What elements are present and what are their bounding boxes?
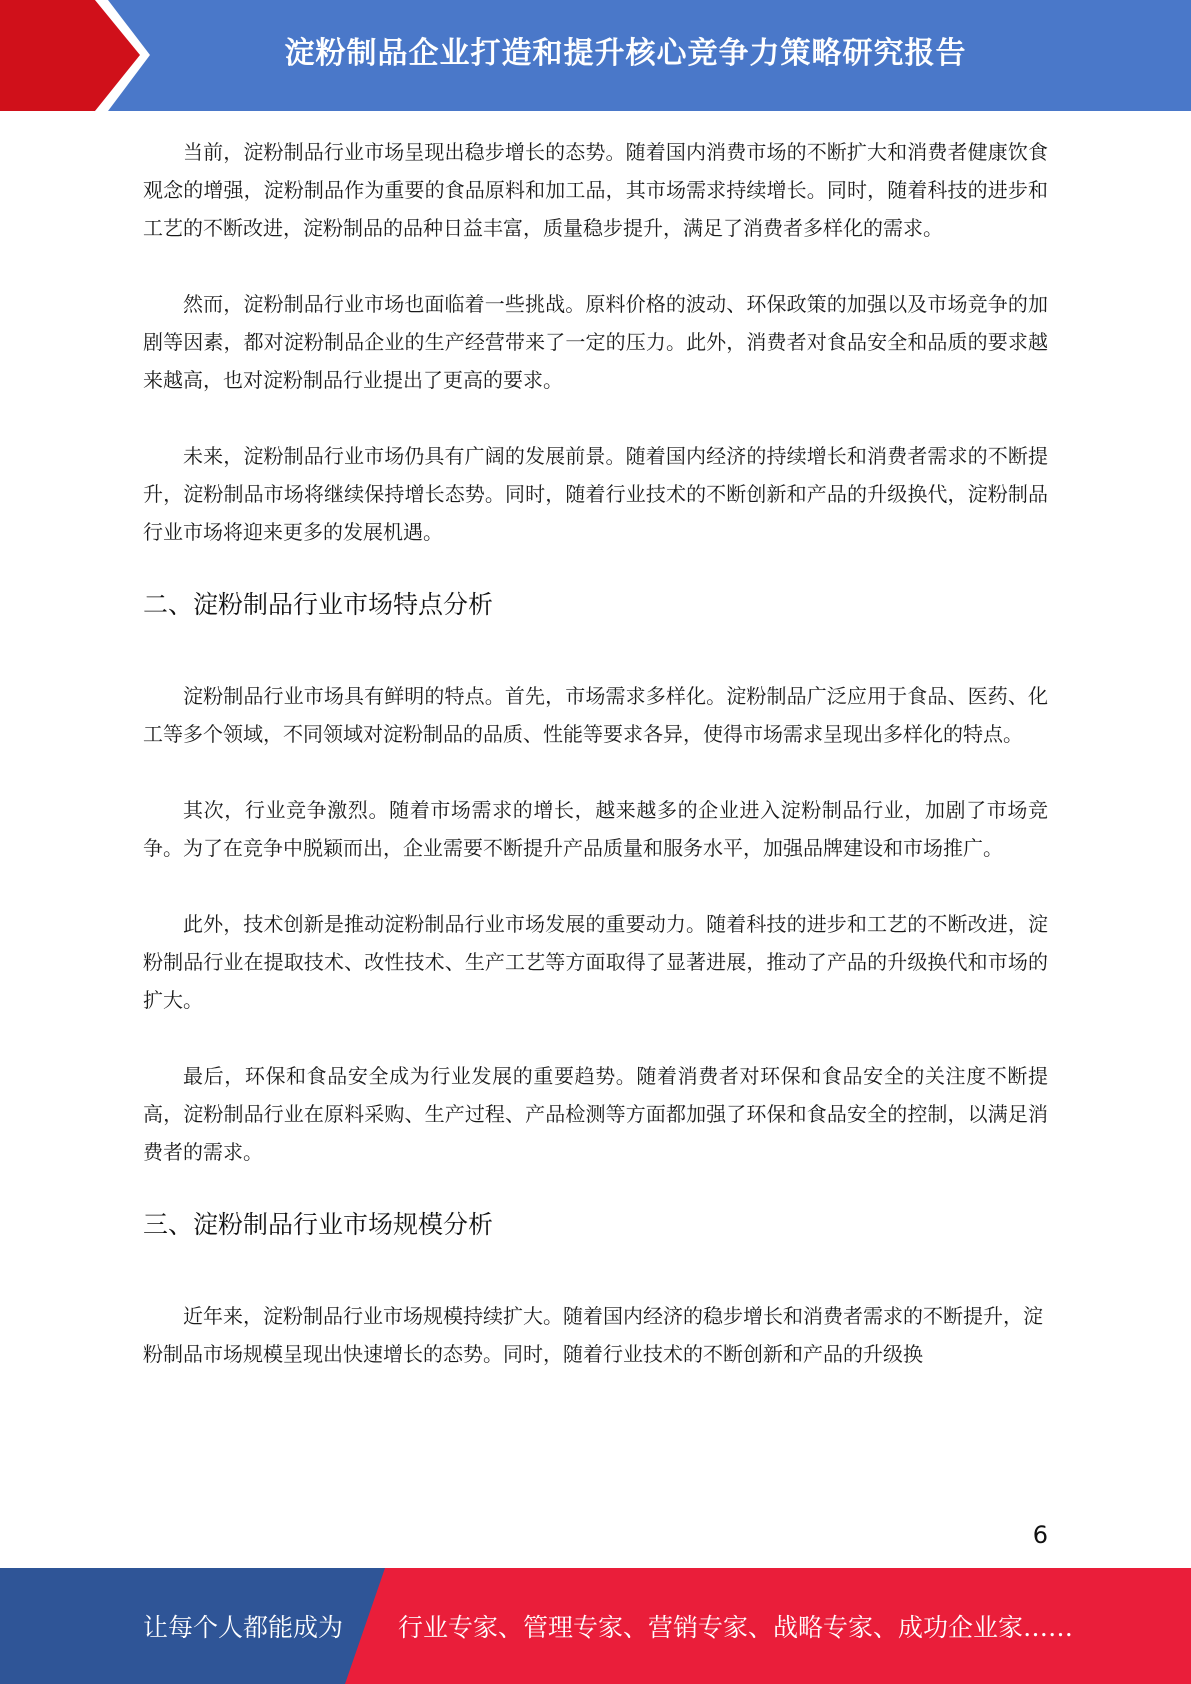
footer-slogan-right: 行业专家、管理专家、营销专家、战略专家、成功企业家…… — [398, 1613, 1074, 1642]
paragraph-demand-diversity: 淀粉制品行业市场具有鲜明的特点。首先，市场需求多样化。淀粉制品广泛应用于食品、医药、化工等多个领域，不同领域对淀粉制品的品质、性能等要求各异，使得市场需求呈现出多样化的特点。 — [143, 684, 1048, 746]
report-title: 淀粉制品企业打造和提升核心竞争力策略研究报告 — [284, 36, 967, 71]
page-number: 6 — [1032, 1521, 1048, 1549]
section-heading-market-size: 三、淀粉制品行业市场规模分析 — [143, 1210, 494, 1239]
paragraph-competition: 其次，行业竞争激烈。随着市场需求的增长，越来越多的企业进入淀粉制品行业，加剧了市场竞争。为了在竞争中脱颖而出，企业需要不断提升产品质量和服务水平，加强品牌建设和市场推广。 — [143, 798, 1048, 860]
paragraph-market-trend: 当前，淀粉制品行业市场呈现出稳步增长的态势。随着国内消费市场的不断扩大和消费者健康饮食观念的增强，淀粉制品作为重要的食品原料和加工品，其市场需求持续增长。同时，随着科技的进步和工艺的不断改进，淀粉制品的品种日益丰富，质量稳步提升，满足了消费者多样化的需求。 — [143, 140, 1048, 240]
paragraph-innovation: 此外，技术创新是推动淀粉制品行业市场发展的重要动力。随着科技的进步和工艺的不断改进，淀粉制品行业在提取技术、改性技术、生产工艺等方面取得了显著进展，推动了产品的升级换代和市场的扩大。 — [143, 912, 1048, 1012]
document-body — [143, 133, 1048, 1373]
paragraph-challenges: 然而，淀粉制品行业市场也面临着一些挑战。原料价格的波动、环保政策的加强以及市场竞争的加剧等因素，都对淀粉制品企业的生产经营带来了一定的压力。此外，消费者对食品安全和品质的要求越来越高，也对淀粉制品行业提出了更高的要求。 — [143, 292, 1048, 392]
page-footer — [0, 1568, 1191, 1684]
paragraph-safety-trend: 最后，环保和食品安全成为行业发展的重要趋势。随着消费者对环保和食品安全的关注度不断提高，淀粉制品行业在原料采购、生产过程、产品检测等方面都加强了环保和食品安全的控制，以满足消费者的需求。 — [143, 1064, 1048, 1164]
section-heading-market-features: 二、淀粉制品行业市场特点分析 — [143, 590, 494, 619]
footer-slogan-left: 让每个人都能成为 — [143, 1613, 344, 1642]
page-header — [0, 0, 1191, 111]
paragraph-market-size: 近年来，淀粉制品行业市场规模持续扩大。随着国内经济的稳步增长和消费者需求的不断提升，淀粉制品市场规模呈现出快速增长的态势。同时，随着行业技术的不断创新和产品的升级换 — [143, 1304, 1043, 1366]
paragraph-outlook: 未来，淀粉制品行业市场仍具有广阔的发展前景。随着国内经济的持续增长和消费者需求的不断提升，淀粉制品市场将继续保持增长态势。同时，随着行业技术的不断创新和产品的升级换代，淀粉制品行业市场将迎来更多的发展机遇。 — [143, 444, 1048, 544]
header-chevron-decoration — [0, 0, 150, 111]
